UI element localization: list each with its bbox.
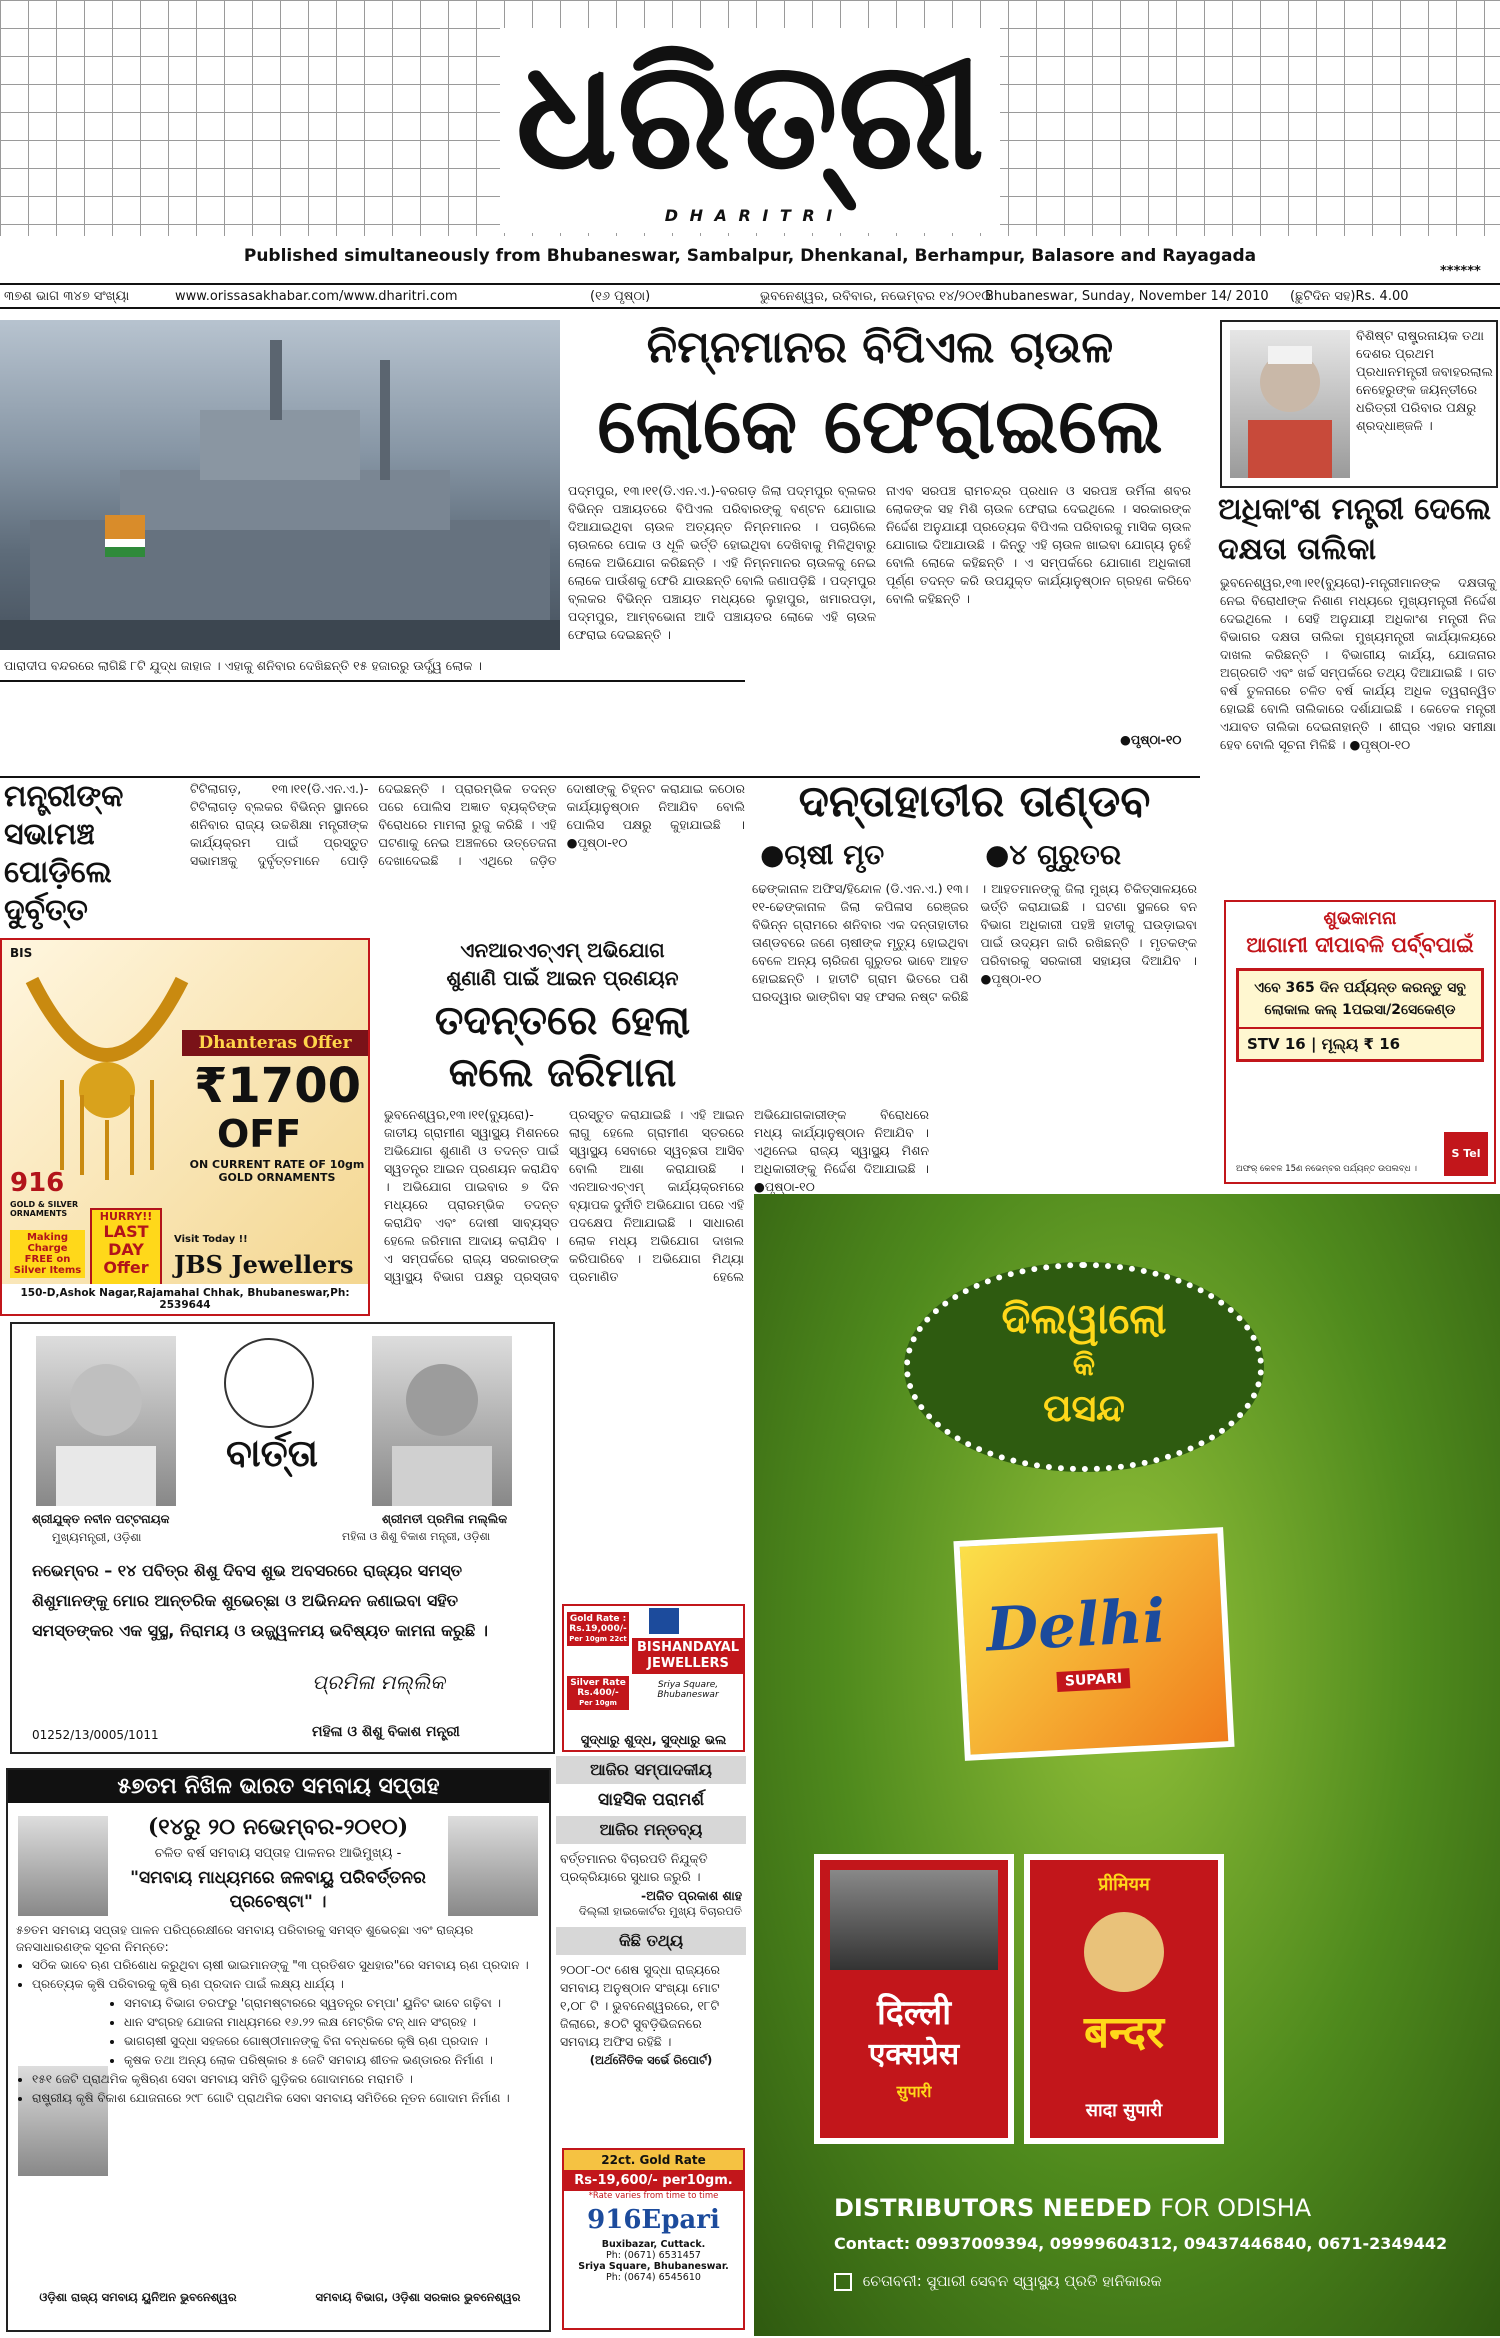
price: (ଛୁଟିଦିନ ସହ)Rs. 4.00 — [1290, 289, 1409, 304]
oval-line1: ଦିଲୱାଲୋ — [1001, 1294, 1167, 1343]
epari-addr1: Buxibazar, Cuttack. — [601, 2239, 706, 2250]
oval-line2: କି — [1072, 1348, 1096, 1383]
nrhm-headline1: ତଦନ୍ତରେ ହେଲା — [434, 997, 691, 1044]
samabaya-title: ୫୭ତମ ନିଖିଳ ଭାରତ ସମବାୟ ସପ୍ତାହ — [8, 1770, 549, 1803]
silver-rate-sub: Per 10gm — [579, 1699, 617, 1707]
samabaya-ad — [6, 1768, 551, 2332]
page-count: (୧୬ ପୃଷ୍ଠା) — [590, 289, 651, 304]
samabaya-para: ୫୭ତମ ସମବାୟ ସପ୍ତାହ ପାଳନ ପରିପ୍ରେକ୍ଷୀରେ ସମବାୟ ପରିବାରକୁ ସମସ୍ତ ଶୁଭେଚ୍ଛା ଏବଂ ରାଜ୍ୟର ଜନସାଧାରଣଙ୍କ ସୂଚନା ନିମନ୍ତେ: — [16, 1923, 474, 1954]
express-line1: दिल्ली — [876, 1993, 952, 2033]
facts-label: କିଛି ତଥ୍ୟ — [556, 1927, 746, 1955]
bishandayal-brand — [632, 1638, 744, 1674]
nrhm-body-cont — [560, 1300, 745, 1600]
silver-rate-value: Silver Rate Rs.400/- — [570, 1678, 626, 1698]
for-odisha: FOR ODISHA — [1160, 2194, 1312, 2222]
express-line2: एक्सप्रेस — [868, 2037, 960, 2072]
discount-amount: ₹1700 — [194, 1058, 361, 1114]
hurry-text: HURRY!! — [99, 1210, 153, 1223]
samabaya-dates: (୧୪ରୁ ୨୦ ନଭେମ୍ବର-୨୦୧୦) — [147, 1814, 409, 1840]
gold-rate-value: Gold Rate : Rs.19,000/- — [569, 1614, 627, 1634]
discount-off: OFF — [217, 1112, 302, 1156]
supari-ad[interactable] — [754, 1194, 1500, 2336]
bishandayal-logo — [649, 1608, 679, 1634]
epari-note: *Rate varies from time to time — [588, 2191, 719, 2201]
stel-logo: S Tel — [1444, 1132, 1488, 1176]
stars: ****** — [1440, 264, 1481, 279]
stel-ad[interactable] — [1224, 900, 1496, 1184]
silver-rate — [567, 1676, 629, 1710]
stel-offer: ଏବେ 365 ଦିନ ପର୍ଯ୍ୟନ୍ତ କରନ୍ତୁ ସବୁ ଲୋକାଲ କଲ୍ 1ପଇସା/2ସେକେଣ୍ଡ — [1254, 980, 1466, 1018]
stel-plan: STV 16 | ମୂଲ୍ୟ ₹ 16 — [1239, 1027, 1481, 1059]
visit-today: Visit Today !! — [174, 1234, 248, 1245]
epari-rate: Rs-19,600/- per10gm. — [564, 2170, 743, 2191]
bandar-pack — [1024, 1854, 1224, 2144]
monkey-icon — [1084, 1912, 1164, 1992]
hurry-badge — [90, 1208, 162, 1286]
website[interactable]: www.orissasakhabar.com/www.dharitri.com — [175, 289, 458, 304]
discount-note: ON CURRENT RATE OF 10gm GOLD ORNAMENTS — [189, 1158, 365, 1184]
bandar-sub: सादा सुपारी — [1085, 2100, 1163, 2121]
editorial-label: ଆଜିର ସମ୍ପାଦକୀୟ — [556, 1756, 746, 1784]
express-line3: सुपारी — [896, 2082, 932, 2101]
nrhm-headline2: କଲେ ଜରିମାନା — [448, 1049, 677, 1096]
comment-quote: ବର୍ତ୍ତମାନର ବିଚାରପତି ନିଯୁକ୍ତି ପ୍ରକ୍ରିୟାରେ ସୁଧାର ଜରୁରି । — [560, 1851, 708, 1884]
stel-greeting: ଶୁଭକାମନା — [1323, 908, 1397, 929]
nehru-portrait — [1230, 330, 1350, 478]
samabaya-point: • ରାଷ୍ଟ୍ରୀୟ କୃଷି ବିକାଶ ଯୋଜନାରେ ୨୯୮ ଗୋଟି ପ୍ରାଥମିକ ସେବା ସମବାୟ ସମିତିରେ ନୂତନ ଗୋଦାମ ନିର୍ମାଣ । — [32, 2089, 544, 2108]
lead-jump[interactable]: ●ପୃଷ୍ଠା-୧୦ — [1120, 732, 1182, 747]
elephant-headline: ଦନ୍ତାହାତୀର ତାଣ୍ଡବ — [798, 776, 1151, 827]
masthead-logo-latin: D H A R I T R I — [664, 206, 836, 225]
nrhm-kicker1: ଏନଆରଏଚ୍‌ଏମ୍ ଅଭିଯୋଗ — [460, 938, 665, 962]
bishandayal-address: Sriya Square, Bhubaneswar — [657, 1680, 719, 1700]
samabaya-point: • ପ୍ରତ୍ୟେକ କୃଷି ପରିବାରକୁ କୃଷି ଋଣ ପ୍ରଦାନ ପାଇଁ ଲକ୍ଷ୍ୟ ଧାର୍ଯ୍ୟ । — [32, 1975, 544, 1994]
lead-headline-small: ନିମ୍ନମାନର ବିପିଏଲ ଚାଉଳ — [646, 322, 1114, 373]
elephant-sub2: ●୪ ଗୁରୁତର — [985, 838, 1122, 871]
photo-caption: ପାରାଦୀପ ବନ୍ଦରରେ ଲାଗିଛି ୮ଟି ଯୁଦ୍ଧ ଜାହାଜ । ଏହାକୁ ଶନିବାର ଦେଖିଛନ୍ତି ୧୫ ହଜାରରୁ ଊର୍ଦ୍ଧ୍ୱ ଲୋକ । — [4, 658, 483, 673]
cm-portrait — [36, 1336, 176, 1506]
brand-line2: JEWELLERS — [647, 1656, 729, 1671]
hallmark-sub: GOLD & SILVER ORNAMENTS — [10, 1200, 79, 1218]
minister-title: ମହିଳା ଓ ଶିଶୁ ବିକାଶ ମନ୍ତ୍ରୀ, ଓଡ଼ିଶା — [342, 1530, 491, 1543]
quote-role: ଦିଲ୍ଲୀ ହାଇକୋର୍ଟର ମୁଖ୍ୟ ବିଚାରପତି — [578, 1904, 742, 1918]
lead-body-col2: ନାଏବ ସରପଞ୍ଚ ରାମଚନ୍ଦ୍ର ପ୍ରଧାନ ଓ ସରପଞ୍ଚ ଉର୍ମିଳା ଶବର ଲୋକଙ୍କ ସହ ମିଶି ଚାଉଳ ଫେରାଇ ଦେଇଥିଲେ । ସରକାରଙ୍କ ନିର୍ଦ୍ଦେଶ ଅନୁଯାୟୀ ପ୍ରତ୍ୟେକ ବିପିଏଲ ପରିବାରକୁ ମାସିକ ଚାଉଳ ଯୋଗାଇ ଦିଆଯାଉଛି । କିନ୍ତୁ ଏହି ଚାଉଳ ଖାଇବା ଯୋଗ୍ୟ ନୁହେଁ ବୋଲି ଲୋକେ କହିଛନ୍ତି । ଏ ସମ୍ପର୍କରେ ଯୋଗାଣ ଅଧିକାରୀ ପୂର୍ଣ୍ଣ ତଦନ୍ତ କରି ଉପଯୁକ୍ତ କାର୍ଯ୍ୟାନୁଷ୍ଠାନ ଗ୍ରହଣ କରିବେ ବୋଲି କହିଛନ୍ତି । — [886, 483, 1191, 606]
stel-fine-print: ଅଫର୍ କେବଳ 15ଣ ନଭେମ୍ବର ପର୍ଯ୍ୟନ୍ତ ଉପଲବ୍ଧ । — [1236, 1164, 1418, 1174]
nehru-text: ବିଶିଷ୍ଟ ରାଷ୍ଟ୍ରନାୟକ ତଥା ଦେଶର ପ୍ରଥମ ପ୍ରଧାନମନ୍ତ୍ରୀ ଜବାହରଲାଲ ନେହେରୁଙ୍କ ଜୟନ୍ତୀରେ ଧରିତ୍ରୀ ପରିବାର ପକ୍ଷରୁ ଶ୍ରଦ୍ଧାଞ୍ଜଳି । — [1356, 329, 1493, 434]
ministers-headline: ଅଧିକାଂଶ ମନ୍ତ୍ରୀ ଦେଲେ ଦକ୍ଷତା ତାଲିକା — [1218, 492, 1492, 567]
cm-title: ମୁଖ୍ୟମନ୍ତ୍ରୀ, ଓଡ଼ିଶା — [52, 1530, 142, 1544]
epari-brand: 916Epari — [587, 2205, 720, 2235]
minister-photo-small — [448, 1816, 538, 1916]
epari-ad[interactable] — [562, 2148, 745, 2330]
lead-body-col1: ପଦ୍ମପୁର, ୧୩।୧୧(ଡି.ଏନ.ଏ.)-ବରଗଡ଼ ଜିଲା ପଦ୍ମପୁର ବ୍ଲକର ବିଭିନ୍ନ ପଞ୍ଚାୟତରେ ବିପିଏଲ ପରିବାରଙ୍କୁ ବଣ୍ଟନ ଯୋଗାଇ ଦିଆଯାଇଥିବା ଚାଉଳ ଅତ୍ୟନ୍ତ ନିମ୍ନମାନର । ପଚାରିଲେ ଚାଉଳରେ ପୋକ ଓ ଧୂଳି ଭର୍ତ୍ତି ହୋଇଥିବା ଦେଖିବାକୁ ମିଳିଥିବାରୁ ଲୋକେ ଅଭିଯୋଗ କରିଛନ୍ତି । ଏହି ନିମ୍ନମାନର ଚାଉଳକୁ ନେଇ ଲୋକେ ପାଉଁଶକୁ ଫେରି ଯାଉଛନ୍ତି ବୋଲି ଜଣାପଡ଼ିଛି । ପଦ୍ମପୁର ବ୍ଲକର ବିଭିନ୍ନ ପଞ୍ଚାୟତ ମଧ୍ୟରେ ଲୁହାପୁର, ଖମାରପଡ଼ା, ପଦ୍ମପୁର, ଆମ୍ବଭୋନା ଆଦି ପଞ୍ଚାୟତର ଲୋକେ ଏହି ଚାଉଳ ଫେରାଇ ଦେଇଛନ୍ତି । — [568, 483, 876, 642]
jbs-address: 150-D,Ashok Nagar,Rajamahal Chhak, Bhubaneswar,Ph: 2539644 — [2, 1284, 368, 1314]
facts-text: ୨୦୦୮-୦୯ ଶେଷ ସୁଦ୍ଧା ରାଜ୍ୟରେ ସମବାୟ ଅନୁଷ୍ଠାନ ସଂଖ୍ୟା ମୋଟ ୧,୦୮ ଟି । ଭୁବନେଶ୍ୱରରେ, ୧୮ଟି ଜିଲାରେ, ୫୦ଟି ସୁବଡ଼ିଭିଜନରେ ସମବାୟ ଅଫିସ ରହିଛି । — [560, 1962, 721, 2049]
barta-dept: ମହିଳା ଓ ଶିଶୁ ବିକାଶ ମନ୍ତ୍ରୀ — [312, 1724, 460, 1740]
gold-rate — [567, 1612, 629, 1646]
last-day-offer: LAST DAY Offer — [103, 1222, 149, 1277]
bishandayal-ad[interactable] — [562, 1604, 745, 1752]
date-odia: ଭୁବନେଶ୍ୱର, ରବିବାର, ନଭେମ୍ବର ୧୪/୨୦୧୦ — [760, 289, 991, 304]
samabaya-motto: "ସମବାୟ ମାଧ୍ୟମରେ ଜଳବାୟୁ ପରିବର୍ତ୍ତନର ପ୍ରଚେଷ୍ଟା" । — [130, 1868, 426, 1912]
epari-ph1: Ph: (0671) 6531457 — [606, 2250, 701, 2261]
distributors-needed: DISTRIBUTORS NEEDED — [834, 2194, 1152, 2222]
odisha-emblem — [224, 1338, 314, 1428]
brand-line1: BISHANDAYAL — [636, 1640, 740, 1655]
bishandayal-tagline: ସୁଦ୍ଧାରୁ ଶୁଦ୍ଧ, ସୁଦ୍ଧାରୁ ଭଲ — [580, 1733, 727, 1748]
samabaya-point: • ୧୫୧ ଜେଟି ପ୍ରାଥମିକ କୃଷିଋଣ ସେବା ସମବାୟ ସମିତି ଗୁଡ଼ିକର ଗୋଦାମରେ ମରାମତି । — [32, 2070, 544, 2089]
gold-rate-sub: Per 10gm 22ct — [569, 1635, 627, 1643]
stel-offer-box — [1236, 968, 1484, 1062]
stel-occasion: ଆଗାମୀ ଦୀପାବଳି ପର୍ବ୍ବପାଇଁ — [1246, 933, 1474, 957]
minister-name: ଶ୍ରୀମତୀ ପ୍ରମିଳା ମଲ୍ଲିକ — [382, 1512, 508, 1526]
samabaya-point: • କୃଷକ ତଥା ଅନ୍ୟ ଲୋକ ପରିଷ୍କାର ୫ ଜେଟି ସମବାୟ ଶୀତଳ ଭଣ୍ଡାରର ନିର୍ମାଣ । — [124, 2051, 544, 2070]
supari-warning — [834, 2272, 1474, 2291]
cm-name: ଶ୍ରୀଯୁକ୍ତ ନବୀନ ପଟ୍ଟନାୟକ — [32, 1512, 170, 1526]
hallmark-916: 916 — [10, 1168, 65, 1198]
train-photo — [830, 1870, 998, 1970]
nrhm-body: ଭୁବନେଶ୍ୱର,୧୩।୧୧(ବ୍ୟୁରୋ)-ଜାତୀୟ ଗ୍ରାମୀଣ ସ୍ୱାସ୍ଥ୍ୟ ମିଶନରେ ଅଭିଯୋଗ ଶୁଣାଣି ଓ ତଦନ୍ତ ପାଇଁ ସ୍ୱତନ୍ତ୍ର ଆଇନ ପ୍ରଣୟନ କରାଯିବ । ଅଭିଯୋଗ ପାଇବାର ୭ ଦିନ ମଧ୍ୟରେ ପ୍ରାରମ୍ଭିକ ତଦନ୍ତ କରାଯିବ ଏବଂ ଦୋଷୀ ସାବ୍ୟସ୍ତ ହେଲେ ଜରିମାନା ଆଦାୟ କରାଯିବ । ଏ ସମ୍ପର୍କରେ ରାଜ୍ୟ ସରକାରଙ୍କ ସ୍ୱାସ୍ଥ୍ୟ ବିଭାଗ ପକ୍ଷରୁ ପ୍ରସ୍ତାବ ପ୍ରସ୍ତୁତ କରାଯାଇଛି । ଏହି ଆଇନ ଲାଗୁ ହେଲେ ଗ୍ରାମୀଣ ସ୍ତରରେ ସ୍ୱାସ୍ଥ୍ୟ ସେବାରେ ସ୍ୱଚ୍ଛତା ଆସିବ ବୋଲି ଆଶା କରାଯାଉଛି । ଏନଆରଏଚ୍‌ଏମ୍ କାର୍ଯ୍ୟକ୍ରମରେ ବ୍ୟାପକ ଦୁର୍ନୀତି ଅଭିଯୋଗ ପରେ ଏହି ପଦକ୍ଷେପ ନିଆଯାଇଛି । ସାଧାରଣ ଲୋକ ମଧ୍ୟ ଅଭିଯୋଗ ଦାଖଲ କରିପାରିବେ । ଅଭିଯୋଗ ମିଥ୍ୟା ପ୍ରମାଣିତ ହେଲେ ଅଭିଯୋଗକାରୀଙ୍କ ବିରୋଧରେ ମଧ୍ୟ କାର୍ଯ୍ୟାନୁଷ୍ଠାନ ନିଆଯିବ । ଏଥିନେଇ ରାଜ୍ୟ ସ୍ୱାସ୍ଥ୍ୟ ମିଶନ ଅଧିକାରୀଙ୍କୁ ନିର୍ଦ୍ଦେଶ ଦିଆଯାଇଛି । ●ପୃଷ୍ଠା-୧୦ — [384, 1107, 929, 1284]
dilwalo-oval — [904, 1262, 1264, 1472]
dateline-bar — [0, 283, 1500, 309]
ministers-body: ଭୁବନେଶ୍ୱର,୧୩।୧୧(ବ୍ୟୁରୋ)-ମନ୍ତ୍ରୀମାନଙ୍କ ଦକ୍ଷତାକୁ ନେଇ ବିରୋଧୀଙ୍କ ନିଶାଣ ମଧ୍ୟରେ ମୁଖ୍ୟମନ୍ତ୍ରୀ ନିର୍ଦ୍ଦେଶ ଦେଇଥିଲେ । ସେହି ଅନୁଯାୟୀ ଅଧିକାଂଶ ମନ୍ତ୍ରୀ ନିଜ ବିଭାଗର ଦକ୍ଷତା ତାଲିକା ମୁଖ୍ୟମନ୍ତ୍ରୀ କାର୍ଯ୍ୟାଳୟରେ ଦାଖଲ କରିଛନ୍ତି । ବିଭାଗୀୟ କାର୍ଯ୍ୟ, ଯୋଜନାର ଅଗ୍ରଗତି ଏବଂ ଖର୍ଚ୍ଚ ସମ୍ପର୍କରେ ତଥ୍ୟ ଦିଆଯାଇଛି । ଗତ ବର୍ଷ ତୁଳନାରେ ଚଳିତ ବର୍ଷ କାର୍ଯ୍ୟ ଅଧିକ ତ୍ୱରାନ୍ୱିତ ହୋଇଛି ବୋଲି ତାଲିକାରେ ଦର୍ଶାଯାଇଛି । କେତେକ ମନ୍ତ୍ରୀ ଏଯାବତ ତାଲିକା ଦେଇନାହାନ୍ତି । ଶୀଘ୍ର ଏହାର ସମୀକ୍ଷା ହେବ ବୋଲି ସୂଚନା ମିଳିଛି । ●ପୃଷ୍ଠା-୧୦ — [1220, 575, 1496, 752]
delhi-sub: SUPARI — [1056, 1668, 1130, 1692]
elephant-sub1: ●ଚାଷୀ ମୃତ — [760, 838, 885, 871]
masthead-logo-block — [500, 28, 1000, 233]
warning-text: ଚେତାବନୀ: ସୁପାରୀ ସେବନ ସ୍ୱାସ୍ଥ୍ୟ ପ୍ରତି ହାନିକାରକ — [862, 2272, 1162, 2290]
bandar-brand: बन्दर — [1083, 2007, 1165, 2058]
bis-logo: BIS — [10, 946, 33, 960]
ad-code: 01252/13/0005/1011 — [32, 1728, 159, 1742]
warship-photo — [0, 320, 560, 650]
samabaya-points — [16, 1956, 544, 2108]
barta-message: ନଭେମ୍ବର – ୧୪ ପବିତ୍ର ଶିଶୁ ଦିବସ ଶୁଭ ଅବସରରେ ରାଜ୍ୟର ସମସ୍ତ ଶିଶୁମାନଙ୍କୁ ମୋର ଆନ୍ତରିକ ଶୁଭେଚ୍ଛା ଓ ଅଭିନନ୍ଦନ ଜଣାଇବା ସହିତ ସମସ୍ତଙ୍କର ଏକ ସୁସ୍ଥ, ନିରାମୟ ଓ ଉଜ୍ଜ୍ୱଳମୟ ଭବିଷ୍ୟତ କାମନା କରୁଛି । — [32, 1561, 488, 1640]
epari-header: 22ct. Gold Rate — [564, 2150, 743, 2170]
sabha-body: ଟିଟିଲାଗଡ଼, ୧୩।୧୧(ଡି.ଏନ.ଏ.)-ଟିଟିଲାଗଡ଼ ବ୍ଲକର ବିଭିନ୍ନ ସ୍ଥାନରେ ଶନିବାର ରାଜ୍ୟ ଉଚ୍ଚଶିକ୍ଷା ମନ୍ତ୍ରୀଙ୍କ କାର୍ଯ୍ୟକ୍ରମ ପାଇଁ ପ୍ରସ୍ତୁତ ସଭାମଞ୍ଚକୁ ଦୁର୍ବୃତ୍ତମାନେ ପୋଡ଼ି ଦେଇଛନ୍ତି । ପ୍ରାରମ୍ଭିକ ତଦନ୍ତ ପରେ ପୋଲିସ ଅଜ୍ଞାତ ବ୍ୟକ୍ତିଙ୍କ ବିରୋଧରେ ମାମଲା ରୁଜୁ କରିଛି । ଏହି ଘଟଣାକୁ ନେଇ ଅଞ୍ଚଳରେ ଉତ୍ତେଜନା ଦେଖାଦେଇଛି । ଏଥିରେ ଜଡ଼ିତ ଦୋଷୀଙ୍କୁ ଚିହ୍ନଟ କରାଯାଇ କଠୋର କାର୍ଯ୍ୟାନୁଷ୍ଠାନ ନିଆଯିବ ବୋଲି ପୋଲିସ ପକ୍ଷରୁ କୁହାଯାଇଛି । ●ପୃଷ୍ଠା-୧୦ — [190, 781, 745, 868]
jbs-brand: JBS Jewellers — [174, 1250, 354, 1279]
dhanteras-offer: Dhanteras Offer — [182, 1030, 368, 1056]
comment-label: ଆଜିର ମନ୍ତବ୍ୟ — [556, 1816, 746, 1844]
warning-icon — [834, 2273, 852, 2291]
warship-illustration — [0, 320, 560, 650]
editions-line: Published simultaneously from Bhubaneswar, Sambalpur, Dhenkanal, Berhampur, Balasore and Rayagada — [243, 246, 1257, 266]
delhi-supari-pack — [953, 1527, 1234, 1761]
barta-title: ବାର୍ତ୍ତା — [226, 1430, 318, 1475]
elephant-body: ଢେଙ୍କାନାଳ ଅଫିସ/ହିନ୍ଦୋଳ (ଡି.ଏନ.ଏ.) ୧୩।୧୧-ଢେଙ୍କାନାଳ ଜିଲା କପିଳାସ ରେଞ୍ଜର ବିଭିନ୍ନ ଗ୍ରାମରେ ଶନିବାର ଏକ ଦନ୍ତାହାତୀର ତାଣ୍ଡବରେ ଜଣେ ଚାଷୀଙ୍କ ମୃତ୍ୟୁ ହୋଇଥିବା ବେଳେ ଅନ୍ୟ ଚାରିଜଣ ଗୁରୁତର ଭାବେ ଆହତ ହୋଇଛନ୍ତି । ହାତୀଟି ଗ୍ରାମ ଭିତରେ ପଶି ଘରଦ୍ୱାର ଭାଙ୍ଗିବା ସହ ଫସଲ ନଷ୍ଟ କରିଛି । ଆହତମାନଙ୍କୁ ଜିଲା ମୁଖ୍ୟ ଚିକିତ୍ସାଳୟରେ ଭର୍ତ୍ତି କରାଯାଇଛି । ଘଟଣା ସ୍ଥଳରେ ବନ ବିଭାଗ ଅଧିକାରୀ ପହଞ୍ଚି ହାତୀକୁ ଘଉଡ଼ାଇବା ପାଇଁ ଉଦ୍ୟମ ଜାରି ରଖିଛନ୍ତି । ମୃତକଙ୍କ ପରିବାରକୁ ସରକାରୀ ସହାୟତା ଦିଆଯିବ । ●ପୃଷ୍ଠା-୧୦ — [752, 881, 1197, 1004]
minister-portrait — [372, 1336, 512, 1506]
distributors-line — [834, 2194, 1474, 2222]
barta-ad — [10, 1322, 555, 1754]
editorial-topic[interactable]: ସାହସିକ ପରାମର୍ଶ — [597, 1790, 705, 1810]
sabha-headline: ମନ୍ତ୍ରୀଙ୍କ ସଭାମଞ୍ଚ ପୋଡ଼ିଲେ ଦୁର୍ବୃତ୍ତ — [4, 779, 124, 928]
volume-number: ୩୭ଶ ଭାଗ ୩୪୭ ସଂଖ୍ୟା — [4, 289, 130, 304]
quote-author: -ଅଜିତ ପ୍ରକାଶ ଶାହ — [641, 1888, 742, 1903]
epari-addr2: Sriya Square, Bhubaneswar. — [578, 2261, 729, 2272]
epari-ph2: Ph: (0674) 6545610 — [606, 2272, 701, 2283]
jbs-jewellers-ad[interactable] — [0, 938, 370, 1316]
samabaya-point: • ଭାଗଚାଷୀ ସୁଦ୍ଧା ସହଜରେ ଗୋଷ୍ଠୀମାନଙ୍କୁ ବିନା ବନ୍ଧକରେ କୃଷି ଋଣ ପ୍ରଦାନ । — [124, 2032, 544, 2051]
cm-photo-small — [18, 1816, 108, 1916]
date-english: Bhubaneswar, Sunday, November 14/ 2010 — [985, 289, 1269, 304]
lead-headline-big: ଲୋକେ ଫେରାଇଲେ — [597, 381, 1163, 470]
bandar-top: प्रीमियम — [1098, 1874, 1150, 1895]
supari-contact[interactable]: Contact: 09937009394, 09999604312, 09437446840, 0671-2349442 — [834, 2234, 1448, 2253]
nrhm-kicker2: ଶୁଣାଣି ପାଇଁ ଆଇନ ପ୍ରଣୟନ — [446, 966, 679, 990]
samabaya-intro: ଚଳିତ ବର୍ଷ ସମବାୟ ସପ୍ତାହ ପାଳନର ଆଭିମୁଖ୍ୟ - — [154, 1846, 402, 1861]
delhi-express-pack — [814, 1854, 1014, 2144]
samabaya-point: • ଧାନ ସଂଗ୍ରହ ଯୋଜନା ମାଧ୍ୟମରେ ୧୬.୨୨ ଲକ୍ଷ ମେଟ୍ରିକ ଟନ୍ ଧାନ ସଂଗ୍ରହ । — [124, 2013, 544, 2032]
facts-source: (ଅର୍ଥନୈତିକ ସର୍ଭେ ରିପୋର୍ଟ) — [589, 2053, 713, 2067]
necklace-icon — [22, 970, 192, 1180]
oval-line3: ପସନ୍ଦ — [1043, 1386, 1125, 1430]
samabaya-sign-left: ଓଡ଼ିଶା ରାଜ୍ୟ ସମବାୟ ୟୁନିଅନ ଭୁବନେଶ୍ୱର — [39, 2290, 237, 2304]
minister-signature: ପ୍ରମିଳା ମଲ୍ଲିକ — [312, 1670, 445, 1694]
samabaya-point: • ସମବାୟ ବିଭାଗ ତରଫରୁ 'ଗ୍ରାମଷ୍ଟାରରେ ସ୍ୱତନ୍ତ୍ର ଚମ୍ପା' ୟୁନିଟ ଭାବେ ଗଢ଼ିବା । — [124, 1994, 544, 2013]
samabaya-point: • ସଠିକ ଭାବେ ଋଣ ପରିଶୋଧ କରୁଥିବା ଚାଷୀ ଭାଇମାନଙ୍କୁ "୩ ପ୍ରତିଶତ ସୁଧହାର"ରେ ସମବାୟ ଋଣ ପ୍ରଦାନ । — [32, 1956, 544, 1975]
making-charge-free: Making Charge FREE on Silver Items — [10, 1230, 85, 1278]
samabaya-sign-right: ସମବାୟ ବିଭାଗ, ଓଡ଼ିଶା ସରକାର ଭୁବନେଶ୍ୱର — [315, 2290, 521, 2304]
delhi-brand: Delhi — [984, 1586, 1168, 1666]
nehru-tribute-box — [1220, 320, 1498, 488]
masthead-logo: ଧରିତ୍ରୀ — [515, 27, 985, 203]
